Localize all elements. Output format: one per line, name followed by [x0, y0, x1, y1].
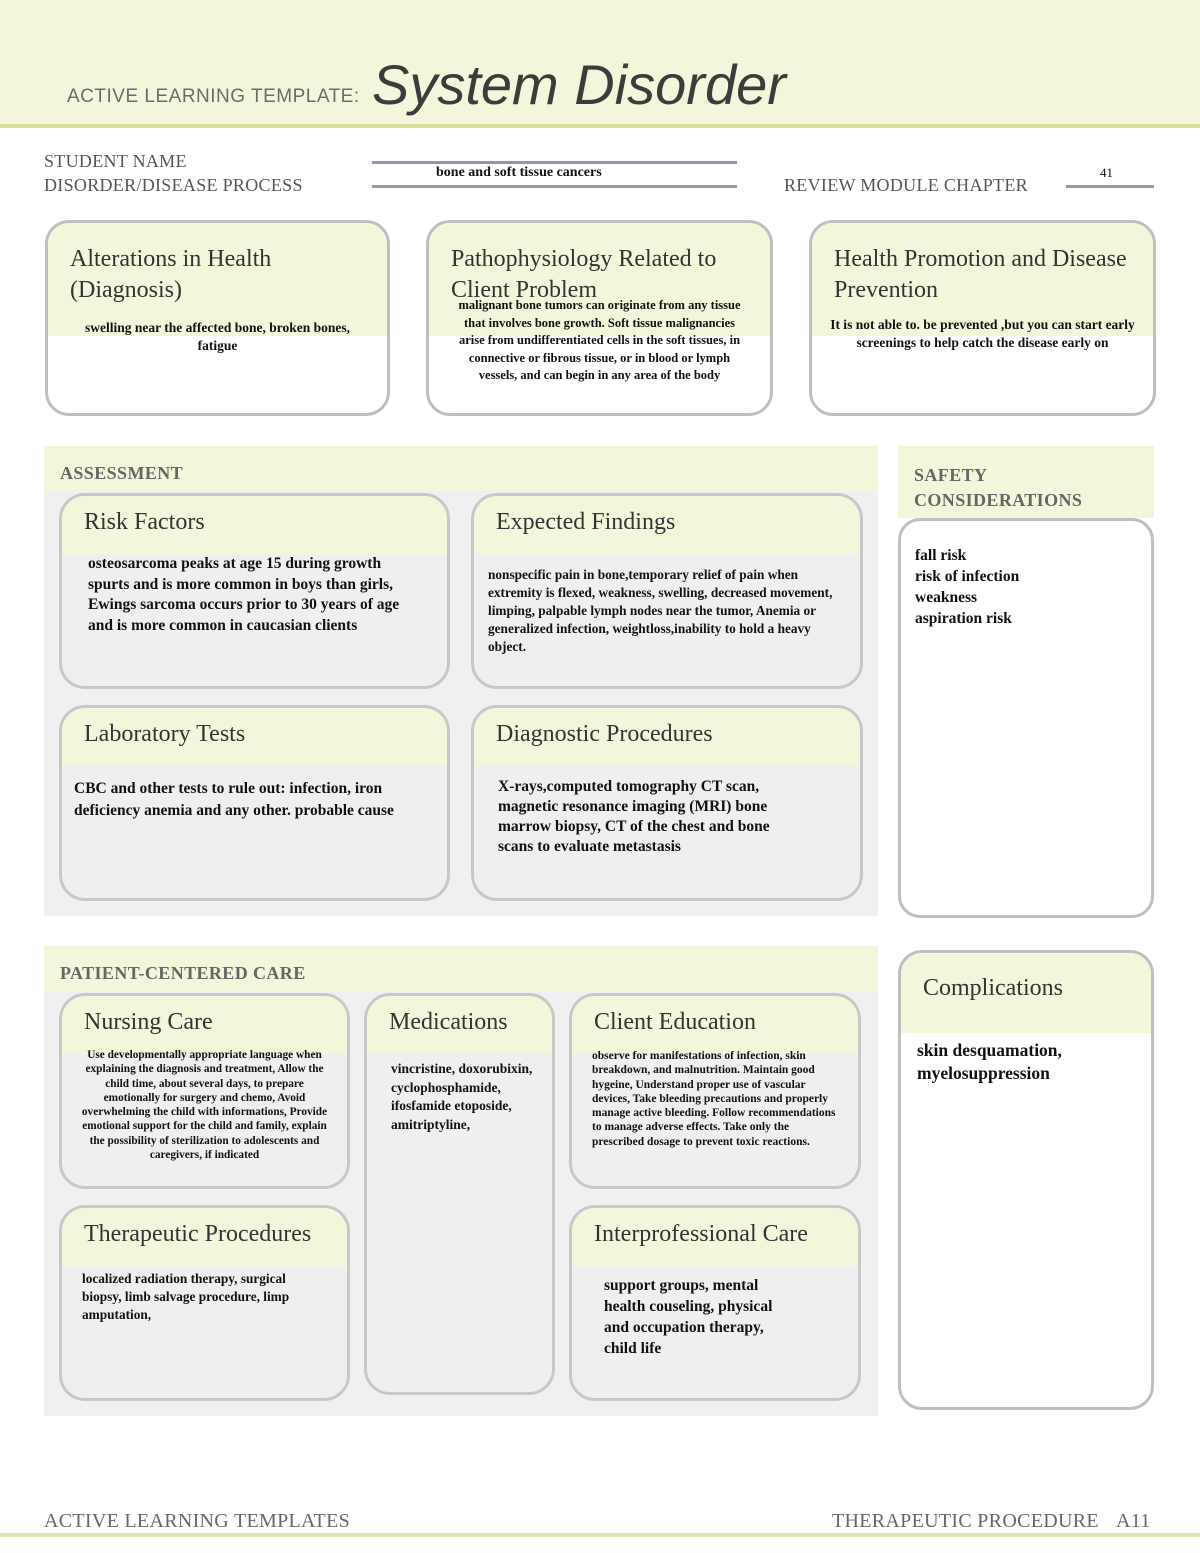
alterations-body[interactable]: swelling near the affected bone, broken bones, fatigue	[84, 320, 350, 353]
interprofessional-care-body[interactable]: support groups, mental health couseling, physical and occupation therapy, child life	[604, 1277, 773, 1357]
therapeutic-procedures-title: Therapeutic Procedures	[62, 1208, 347, 1266]
disorder-value[interactable]: bone and soft tissue cancers	[436, 165, 602, 180]
expected-findings-title: Expected Findings	[474, 496, 860, 554]
safety-item[interactable]: weakness	[915, 589, 978, 606]
diagnostic-procedures-box	[471, 705, 863, 901]
chapter-value[interactable]: 41	[1100, 165, 1113, 180]
footer-left: ACTIVE LEARNING TEMPLATES	[44, 1510, 351, 1532]
disorder-label: DISORDER/DISEASE PROCESS	[44, 175, 303, 195]
therapeutic-procedures-body[interactable]: localized radiation therapy, surgical biopsy, limb salvage procedure, limp amputation,	[82, 1271, 290, 1322]
header-divider	[0, 124, 1200, 128]
diagnostic-procedures-body[interactable]: X-rays,computed tomography CT scan, magnetic resonance imaging (MRI) bone marrow biopsy, CT of the chest and bone scans to evaluate metastasis	[498, 778, 770, 855]
student-name-field[interactable]	[372, 161, 737, 164]
nursing-care-box	[59, 993, 350, 1189]
client-education-body[interactable]: observe for manifestations of infection, skin breakdown, and malnutrition. Maintain good hygeine, Understand proper use of vascular devices, Take bleeding precautions and properly manage active bleeding. Follow recommendations to manage adverse effects. Take only the prescribed dosage to prevent toxic reactions.	[592, 1050, 836, 1148]
complications-body[interactable]: skin desquamation, myelosuppression	[917, 1040, 1062, 1083]
risk-factors-body[interactable]: osteosarcoma peaks at age 15 during growth spurts and is more common in boys than girls, Ewings sarcoma occurs prior to 30 years of age and is more common in caucasian clients	[88, 555, 400, 634]
diagnostic-procedures-title: Diagnostic Procedures	[474, 708, 860, 766]
laboratory-tests-body[interactable]: CBC and other tests to rule out: infection, iron deficiency anemia and any other. probable cause	[74, 780, 394, 819]
health-promotion-box	[809, 220, 1156, 416]
page-number: A11	[1116, 1510, 1151, 1532]
safety-item[interactable]: aspiration risk	[915, 610, 1012, 627]
medications-box	[364, 993, 555, 1395]
footer-rule	[0, 1533, 1200, 1537]
nursing-care-title: Nursing Care	[62, 996, 347, 1054]
chapter-label: REVIEW MODULE CHAPTER	[784, 175, 1028, 195]
safety-item[interactable]: risk of infection	[915, 568, 1020, 585]
risk-factors-box	[59, 493, 450, 689]
safety-item[interactable]: fall risk	[915, 547, 967, 564]
alterations-title: Alterations in Health (Diagnosis)	[48, 223, 387, 336]
pathophysiology-title: Pathophysiology Related to Client Problem	[429, 223, 770, 336]
risk-factors-title: Risk Factors	[62, 496, 447, 554]
medications-body[interactable]: vincristine, doxorubixin, cyclophosphamide, ifosfamide etoposide, amitriptyline,	[391, 1061, 533, 1132]
safety-box	[898, 518, 1154, 918]
template-title: System Disorder	[372, 53, 786, 116]
disorder-field-line	[372, 185, 737, 188]
nursing-care-body[interactable]: Use developmentally appropriate language when explaining the diagnosis and treatment, Allow the child time, about several days, to prepare emotionally for surgery and chemo, Avoid overwhelming the child with informations, Provide emotional support for the child and family, explain the possibility of sterilization to adolescents and caregivers, if indicated	[81, 1049, 328, 1162]
safety-heading: SAFETY CONSIDERATIONS	[914, 465, 1083, 510]
pathophysiology-body[interactable]: malignant bone tumors can originate from any tissue that involves bone growth. Soft tissue malignancies arise from undifferentiated cells in the soft tissues, in connective or fibrous tissue, or in blood or lymph vessels, and can begin in any area of the body	[458, 298, 741, 382]
client-education-title: Client Education	[572, 996, 858, 1054]
medications-title: Medications	[367, 996, 552, 1054]
footer-right: THERAPEUTIC PROCEDURE	[832, 1510, 1099, 1532]
safety-list	[915, 545, 1019, 629]
therapeutic-procedures-box	[59, 1205, 350, 1401]
template-label: ACTIVE LEARNING TEMPLATE:	[67, 86, 360, 107]
pathophysiology-box	[426, 220, 773, 416]
laboratory-tests-title: Laboratory Tests	[62, 708, 447, 766]
interprofessional-care-box	[569, 1205, 861, 1401]
chapter-field-line	[1066, 185, 1154, 188]
student-name-label: STUDENT NAME	[44, 151, 187, 171]
assessment-heading: ASSESSMENT	[60, 463, 184, 483]
health-promotion-body[interactable]: It is not able to. be prevented ,but you can start early screenings to help catch the disease early on	[830, 317, 1135, 350]
health-promotion-title: Health Promotion and Disease Prevention	[812, 223, 1153, 336]
laboratory-tests-box	[59, 705, 450, 901]
expected-findings-body[interactable]: nonspecific pain in bone,temporary relief of pain when extremity is flexed, weakness, swelling, decreased movement, limping, palpable lymph nodes near the tumor, Anemia or generalized infection, weightloss,inability to hold a heavy object.	[488, 567, 833, 654]
alterations-in-health-box	[45, 220, 390, 416]
complications-title: Complications	[901, 953, 1151, 1033]
interprofessional-care-title: Interprofessional Care	[572, 1208, 858, 1266]
expected-findings-box	[471, 493, 863, 689]
patient-care-heading: PATIENT-CENTERED CARE	[60, 963, 306, 983]
complications-box	[898, 950, 1154, 1410]
client-education-box	[569, 993, 861, 1189]
